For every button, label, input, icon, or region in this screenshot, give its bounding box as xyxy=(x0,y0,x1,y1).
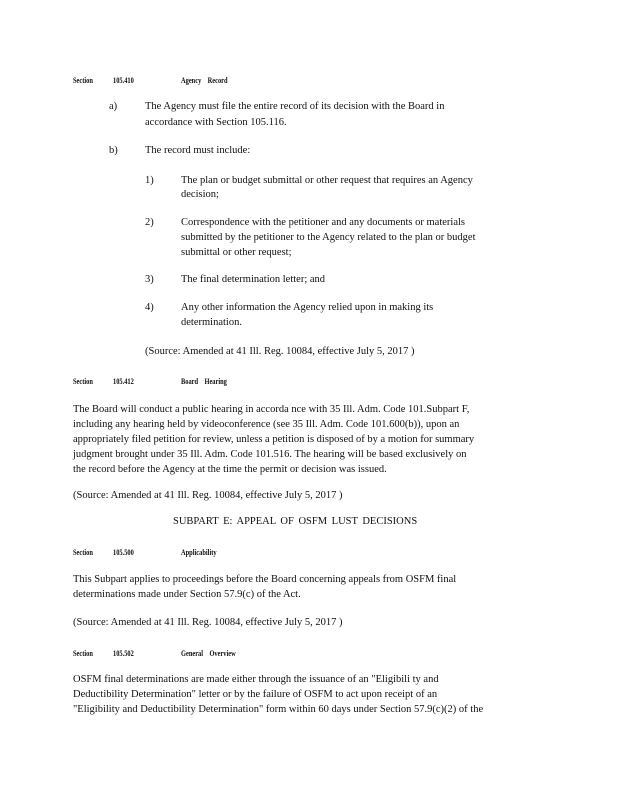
item-a-line1: The Agency must file the entire record of its decision with the Board in xyxy=(145,101,445,112)
section-412-title: Board Hearing xyxy=(181,377,227,386)
sub4-line1: Any other information the Agency relied upon in making its xyxy=(181,302,434,313)
item-a-marker: a) xyxy=(109,101,118,112)
section-500-paragraph xyxy=(73,572,513,602)
sub1-line2: decision; xyxy=(181,189,219,200)
section-502-line1: OSFM final determinations are made either through the issuance of an "Eligibili ty and xyxy=(73,674,439,685)
section-410-source: (Source: Amended at 41 Ill. Reg. 10084, effective July 5, 2017 ) xyxy=(145,346,415,357)
item-a-line2: accordance with Section 105.116. xyxy=(145,117,287,128)
section-410-label: Section xyxy=(73,76,93,85)
sub2-line3: submittal or other request; xyxy=(181,247,292,258)
item-b-marker: b) xyxy=(109,145,118,156)
section-410-title: Agency Record xyxy=(181,76,228,85)
sub4-line2: determination. xyxy=(181,317,242,328)
item-b-text: The record must include: xyxy=(145,145,251,156)
sub3-text: The final determination letter; and xyxy=(181,274,326,285)
section-412-source: (Source: Amended at 41 Ill. Reg. 10084, effective July 5, 2017 ) xyxy=(73,490,343,501)
section-412-line5: the record before the Agency at the time the permit or decision was issued. xyxy=(73,464,387,475)
section-412-number: 105.412 xyxy=(113,377,134,386)
section-500-number: 105.500 xyxy=(113,548,134,557)
sub4-marker: 4) xyxy=(145,302,154,313)
section-502-line3: "Eligibility and Deductibility Determination" form within 60 days under Section 57.9(c)(2) of the xyxy=(73,704,484,715)
section-412-line3: appropriately filed petition for review, unless a petition is disposed of by a motion for summary xyxy=(73,434,475,445)
section-500-source: (Source: Amended at 41 Ill. Reg. 10084, effective July 5, 2017 ) xyxy=(73,617,343,628)
sub3-marker: 3) xyxy=(145,274,154,285)
sub2-marker: 2) xyxy=(145,217,154,228)
subpart-heading: SUBPART E: APPEAL OF OSFM LUST DECISIONS xyxy=(173,516,418,527)
section-502-label: Section xyxy=(73,649,93,658)
section-500-title: Applicability xyxy=(181,548,217,557)
section-502-number: 105.502 xyxy=(113,649,134,658)
section-412-label: Section xyxy=(73,377,93,386)
section-410-number: 105.410 xyxy=(113,76,134,85)
section-500-label: Section xyxy=(73,548,93,557)
sub2-line2: submitted by the petitioner to the Agency related to the plan or budget xyxy=(181,232,476,243)
sub2-line1: Correspondence with the petitioner and any documents or materials xyxy=(181,217,465,228)
section-502-line2: Deductibility Determination" letter or by the failure of OSFM to act upon receipt of an xyxy=(73,689,438,700)
section-502-paragraph xyxy=(73,672,542,717)
section-500-line2: determinations made under Section 57.9(c) of the Act. xyxy=(73,589,301,600)
sub1-line1: The plan or budget submittal or other request that requires an Agency xyxy=(181,175,473,186)
section-500-line1: This Subpart applies to proceedings before the Board concerning appeals from OSFM final xyxy=(73,574,457,585)
section-502-title: General Overview xyxy=(181,649,236,658)
section-412-line1: The Board will conduct a public hearing in accorda nce with 35 Ill. Adm. Code 101.Subpart F, xyxy=(73,404,470,415)
section-412-line2: including any hearing held by videoconference (see 35 Ill. Adm. Code 101.600(b)), upon an xyxy=(73,419,460,430)
section-412-paragraph xyxy=(73,402,524,477)
section-412-line4: judgment brought under 35 Ill. Adm. Code 101.516. The hearing will be based exclusively on xyxy=(73,449,467,460)
sub1-marker: 1) xyxy=(145,175,154,186)
